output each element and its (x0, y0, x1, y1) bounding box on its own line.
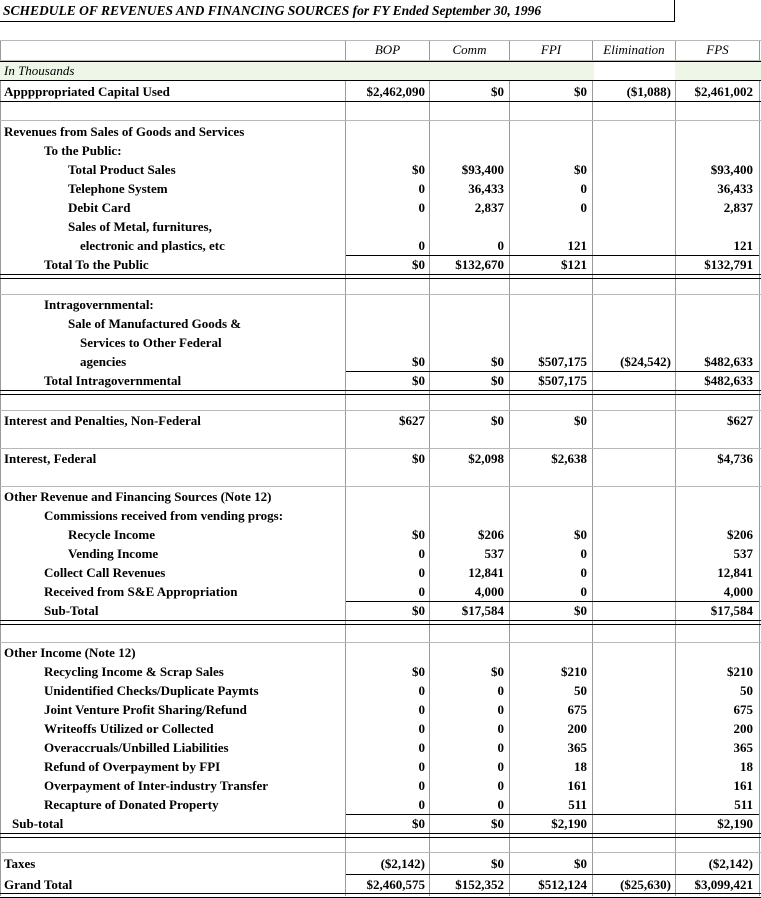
table-row (0, 563, 761, 582)
cell-fpi: $210 (561, 664, 587, 679)
row-label: Appppropriated Capital Used (4, 84, 170, 99)
cell-fps: $4,736 (717, 451, 753, 466)
cell-fpi: 0 (580, 546, 587, 561)
row-label: Writeoffs Utilized or Collected (44, 721, 214, 736)
table-row (0, 700, 761, 719)
grid-line (0, 120, 761, 121)
row-label: To the Public: (44, 143, 122, 158)
row-label: Joint Venture Profit Sharing/Refund (44, 702, 247, 717)
table-row (0, 295, 761, 314)
row-label: Telephone System (68, 181, 168, 196)
cell-fpi: 0 (580, 584, 587, 599)
grid-line (0, 448, 761, 449)
column-header-bop: BOP (374, 42, 401, 57)
table-row (0, 160, 761, 179)
table-row (0, 179, 761, 198)
table-row (0, 662, 761, 681)
grid-line (0, 410, 761, 411)
table-row (0, 122, 761, 141)
row-label: Revenues from Sales of Goods and Services (4, 124, 245, 139)
row-label: Total To the Public (44, 257, 149, 272)
sum-rule (346, 814, 759, 815)
cell-fpi: 18 (574, 759, 587, 774)
cell-comm: 0 (497, 238, 504, 253)
table-row (0, 487, 761, 506)
cell-bop: 0 (418, 797, 425, 812)
cell-comm: $132,670 (455, 257, 504, 272)
cell-fps: 2,837 (723, 200, 753, 215)
cell-comm: 4,000 (474, 584, 504, 599)
table-row (0, 411, 761, 430)
row-label: Recapture of Donated Property (44, 797, 219, 812)
cell-fps: $2,461,002 (694, 84, 753, 99)
cell-bop: $0 (412, 162, 425, 177)
table-row (0, 371, 761, 390)
cell-bop: $0 (412, 603, 425, 618)
cell-fpi: $2,190 (551, 816, 587, 831)
row-label: Sub-total (12, 816, 64, 831)
cell-comm: 0 (497, 702, 504, 717)
cell-bop: $627 (399, 413, 425, 428)
cell-fpi: $0 (574, 527, 587, 542)
cell-comm: $0 (491, 84, 504, 99)
cell-fpi: 200 (567, 721, 587, 736)
cell-fpi: 0 (580, 565, 587, 580)
cell-bop: ($2,142) (380, 856, 425, 871)
cell-bop: 0 (418, 546, 425, 561)
table-row (0, 582, 761, 601)
row-label: Intragovernmental: (44, 297, 154, 312)
row-label: Commissions received from vending progs: (44, 508, 284, 523)
table-row (0, 82, 761, 101)
row-label: Unidentified Checks/Duplicate Paymts (44, 683, 259, 698)
cell-fps: ($2,142) (708, 856, 753, 871)
cell-bop: 0 (418, 238, 425, 253)
subtotal-rule (0, 390, 761, 395)
row-label: Overpayment of Inter-industry Transfer (44, 778, 268, 793)
cell-comm: 0 (497, 721, 504, 736)
row-label: Interest, Federal (4, 451, 97, 466)
sum-rule (346, 874, 759, 875)
cell-comm: $0 (491, 413, 504, 428)
table-row (0, 854, 761, 873)
cell-comm: 0 (497, 778, 504, 793)
subtotal-rule (0, 620, 761, 625)
grid-line (0, 60, 761, 61)
cell-fps: 537 (733, 546, 753, 561)
page-title: SCHEDULE OF REVENUES AND FINANCING SOURCES for FY Ended September 30, 1996 (0, 0, 675, 22)
sum-rule (346, 601, 759, 602)
table-row (0, 601, 761, 620)
grid-line (0, 852, 761, 853)
table-row (0, 719, 761, 738)
cell-comm: $0 (491, 816, 504, 831)
cell-elimination: ($25,630) (620, 877, 671, 892)
cell-bop: $0 (412, 451, 425, 466)
cell-bop: 0 (418, 584, 425, 599)
cell-fpi: $512,124 (538, 877, 587, 892)
cell-bop: 0 (418, 721, 425, 736)
cell-comm: 0 (497, 759, 504, 774)
cell-fps: $93,400 (710, 162, 753, 177)
cell-fpi: $121 (561, 257, 587, 272)
table-row (0, 525, 761, 544)
cell-fpi: 0 (580, 181, 587, 196)
cell-bop: $2,460,575 (366, 877, 425, 892)
cell-fps: $2,190 (717, 816, 753, 831)
column-header-fpi: FPI (540, 42, 562, 57)
grid-line (0, 486, 761, 487)
cell-fps: $210 (727, 664, 753, 679)
sum-rule (346, 255, 759, 256)
cell-elimination: ($1,088) (626, 84, 671, 99)
table-row (0, 643, 761, 662)
cell-bop: $0 (412, 257, 425, 272)
table-row (0, 875, 761, 894)
cell-comm: $0 (491, 856, 504, 871)
cell-fps: 18 (740, 759, 753, 774)
table-row (0, 255, 761, 274)
cell-fpi: $2,638 (551, 451, 587, 466)
cell-fpi: $0 (574, 603, 587, 618)
row-label: Services to Other Federal (80, 335, 222, 350)
table-row (0, 814, 761, 833)
table-row (0, 352, 761, 371)
grid-line (0, 642, 761, 643)
cell-fpi: 365 (567, 740, 587, 755)
grid-line (0, 40, 761, 41)
cell-comm: $152,352 (455, 877, 504, 892)
cell-elimination: ($24,542) (620, 354, 671, 369)
cell-bop: $0 (412, 373, 425, 388)
table-row (0, 506, 761, 525)
cell-comm: 36,433 (468, 181, 504, 196)
cell-comm: 0 (497, 683, 504, 698)
cell-fpi: $0 (574, 856, 587, 871)
cell-fps: 50 (740, 683, 753, 698)
cell-bop: $2,462,090 (366, 84, 425, 99)
cell-comm: $0 (491, 354, 504, 369)
cell-bop: $0 (412, 816, 425, 831)
cell-fps: $482,633 (704, 354, 753, 369)
table-row (0, 314, 761, 333)
row-label: Other Income (Note 12) (4, 645, 136, 660)
cell-fpi: 161 (567, 778, 587, 793)
cell-comm: 12,841 (468, 565, 504, 580)
cell-fpi: $507,175 (538, 354, 587, 369)
column-header-fps: FPS (706, 42, 729, 57)
cell-bop: $0 (412, 664, 425, 679)
cell-fpi: 511 (568, 797, 587, 812)
cell-bop: 0 (418, 702, 425, 717)
row-label: electronic and plastics, etc (80, 238, 225, 253)
row-label: Refund of Overpayment by FPI (44, 759, 221, 774)
row-label: Overaccruals/Unbilled Liabilities (44, 740, 229, 755)
cell-bop: 0 (418, 740, 425, 755)
cell-fpi: $507,175 (538, 373, 587, 388)
cell-bop: $0 (412, 354, 425, 369)
cell-fps: 36,433 (717, 181, 753, 196)
cell-fps: $17,584 (710, 603, 753, 618)
cell-bop: 0 (418, 181, 425, 196)
table-row (0, 236, 761, 255)
cell-fps: 675 (733, 702, 753, 717)
cell-fpi: 0 (580, 200, 587, 215)
subtotal-rule (0, 833, 761, 838)
units-band (0, 61, 761, 81)
sum-rule (346, 371, 759, 372)
units-band-gap (594, 62, 675, 80)
row-label: Grand Total (4, 877, 73, 892)
table-row (0, 198, 761, 217)
row-label: Sales of Metal, furnitures, (68, 219, 212, 234)
table-row (0, 141, 761, 160)
cell-bop: 0 (418, 200, 425, 215)
cell-fpi: 121 (567, 238, 587, 253)
cell-fps: $132,791 (704, 257, 753, 272)
cell-comm: $0 (491, 664, 504, 679)
cell-fps: 161 (733, 778, 753, 793)
column-header-elimination: Elimination (603, 42, 665, 57)
table-row (0, 738, 761, 757)
row-label: agencies (80, 354, 127, 369)
cell-fps: $627 (727, 413, 753, 428)
table-row (0, 333, 761, 352)
row-label: Taxes (4, 856, 36, 871)
cell-comm: $206 (478, 527, 504, 542)
cell-fps: $482,633 (704, 373, 753, 388)
cell-fps: 12,841 (717, 565, 753, 580)
row-label: Other Revenue and Financing Sources (Note 12) (4, 489, 272, 504)
table-row (0, 217, 761, 236)
table-row (0, 449, 761, 468)
cell-comm: 0 (497, 740, 504, 755)
cell-comm: $2,098 (468, 451, 504, 466)
table-row (0, 757, 761, 776)
row-label: Total Product Sales (68, 162, 176, 177)
row-label: Interest and Penalties, Non-Federal (4, 413, 201, 428)
cell-fps: 200 (733, 721, 753, 736)
cell-fps: 121 (733, 238, 753, 253)
cell-bop: $0 (412, 527, 425, 542)
row-label: Debit Card (68, 200, 131, 215)
cell-fps: $3,099,421 (694, 877, 753, 892)
row-rule (0, 101, 761, 102)
cell-comm: 2,837 (474, 200, 504, 215)
cell-fpi: $0 (574, 162, 587, 177)
table-row (0, 544, 761, 563)
row-label: Recycle Income (68, 527, 155, 542)
row-label: Sale of Manufactured Goods & (68, 316, 242, 331)
cell-fps: $206 (727, 527, 753, 542)
cell-comm: $0 (491, 373, 504, 388)
cell-comm: 0 (497, 797, 504, 812)
cell-comm: $17,584 (461, 603, 504, 618)
row-label: Received from S&E Appropriation (44, 584, 238, 599)
row-label: Vending Income (68, 546, 159, 561)
row-label: Total Intragovernmental (44, 373, 182, 388)
grid-line (0, 294, 761, 295)
units-label: In Thousands (4, 63, 75, 78)
cell-fpi: 50 (574, 683, 587, 698)
table-row (0, 681, 761, 700)
subtotal-rule (0, 274, 761, 279)
cell-bop: 0 (418, 683, 425, 698)
cell-fpi: $0 (574, 84, 587, 99)
cell-comm: $93,400 (461, 162, 504, 177)
row-label: Sub-Total (44, 603, 99, 618)
cell-fps: 511 (734, 797, 753, 812)
cell-fpi: 675 (567, 702, 587, 717)
column-header-comm: Comm (452, 42, 487, 57)
table-row (0, 776, 761, 795)
cell-comm: 537 (484, 546, 504, 561)
cell-fps: 365 (733, 740, 753, 755)
cell-bop: 0 (418, 778, 425, 793)
cell-bop: 0 (418, 565, 425, 580)
cell-bop: 0 (418, 759, 425, 774)
row-label: Recycling Income & Scrap Sales (44, 664, 224, 679)
cell-fps: 4,000 (723, 584, 753, 599)
row-label: Collect Call Revenues (44, 565, 166, 580)
cell-fpi: $0 (574, 413, 587, 428)
table-row (0, 795, 761, 814)
